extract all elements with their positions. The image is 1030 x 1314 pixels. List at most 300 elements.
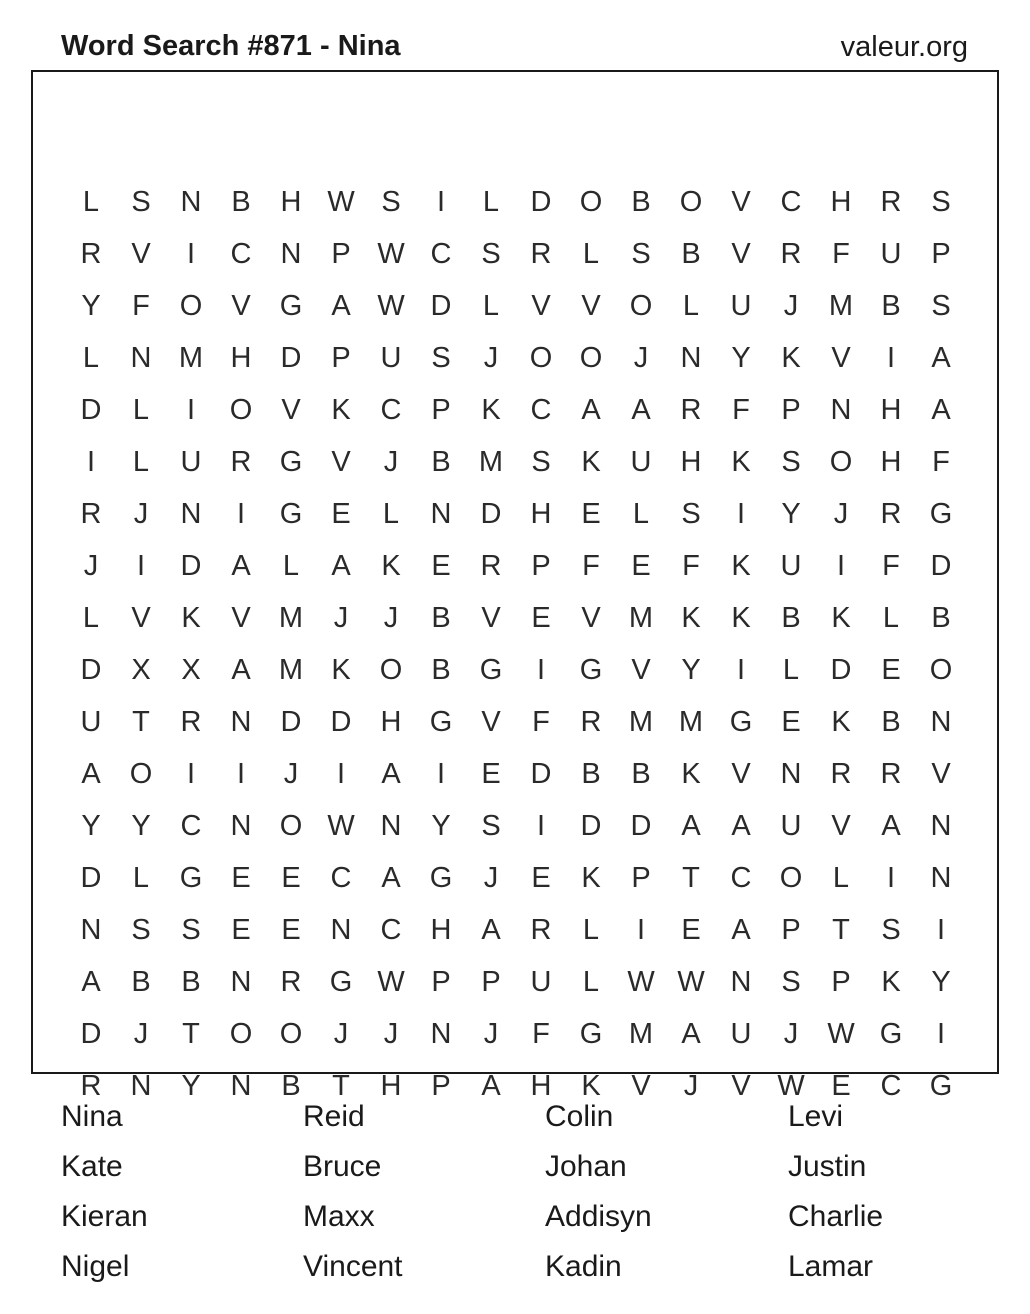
grid-letter: W [327,810,355,842]
grid-row [66,1008,966,1060]
word-list-item: Levi [788,1100,844,1133]
grid-letter: A [231,550,251,582]
grid-letter: L [382,498,400,530]
grid-letter: D [280,706,302,738]
grid-letter: N [230,966,252,998]
grid-letter: D [330,706,352,738]
word-list-item: Johan [545,1150,627,1183]
grid-letter: E [831,1070,851,1102]
grid-letter: W [377,238,405,270]
grid-letter: A [931,394,951,426]
site-name: valeur.org [840,31,968,63]
grid-row [66,852,966,904]
grid-letter: L [882,602,900,634]
grid-letter: D [80,862,102,894]
grid-letter: E [531,602,551,634]
grid-letter: H [380,706,402,738]
grid-letter: R [780,238,802,270]
grid-letter: S [881,914,901,946]
grid-letter: R [880,186,902,218]
grid-row [66,956,966,1008]
grid-letter: F [532,706,550,738]
grid-letter: W [377,290,405,322]
grid-letter: J [783,290,799,322]
grid-letter: B [781,602,801,634]
grid-letter: F [682,550,700,582]
grid-letter: J [833,498,849,530]
grid-letter: D [80,394,102,426]
grid-letter: V [481,602,501,634]
grid-letter: R [80,238,102,270]
grid-letter: V [531,290,551,322]
grid-letter: V [581,290,601,322]
grid-letter: C [530,394,552,426]
grid-letter: M [628,602,654,634]
grid-row [66,280,966,332]
grid-letter: N [430,1018,452,1050]
grid-letter: F [832,238,850,270]
grid-letter: B [631,758,651,790]
grid-letter: L [82,602,100,634]
grid-letter: R [530,238,552,270]
grid-letter: H [530,1070,552,1102]
grid-letter: L [582,238,600,270]
grid-letter: J [483,862,499,894]
grid-letter: V [331,446,351,478]
grid-letter: S [131,914,151,946]
grid-letter: B [431,446,451,478]
grid-row [66,384,966,436]
grid-letter: E [581,498,601,530]
puzzle-frame [31,70,999,1102]
grid-letter: Y [731,342,751,374]
grid-letter: H [680,446,702,478]
grid-letter: O [229,394,253,426]
grid-row [66,228,966,280]
grid-letter: J [333,1018,349,1050]
grid-letter: C [230,238,252,270]
grid-letter: P [431,1070,451,1102]
grid-letter: I [636,914,646,946]
grid-letter: K [681,758,701,790]
grid-letter: A [231,654,251,686]
grid-letter: P [431,394,451,426]
grid-letter: L [132,862,150,894]
grid-letter: Y [131,810,151,842]
grid-letter: T [182,1018,200,1050]
grid-letter: J [83,550,99,582]
grid-letter: V [281,394,301,426]
grid-letter: L [582,966,600,998]
grid-letter: N [830,394,852,426]
grid-letter: I [836,550,846,582]
grid-letter: V [731,1070,751,1102]
grid-letter: L [582,914,600,946]
grid-letter: E [331,498,351,530]
grid-letter: U [180,446,202,478]
grid-letter: N [280,238,302,270]
grid-letter: R [180,706,202,738]
grid-row [66,540,966,592]
grid-letter: B [281,1070,301,1102]
grid-letter: M [178,342,204,374]
grid-letter: B [431,654,451,686]
grid-letter: X [131,654,151,686]
grid-letter: P [331,342,351,374]
grid-letter: R [80,1070,102,1102]
grid-letter: J [383,446,399,478]
grid-letter: G [929,498,953,530]
grid-letter: L [132,446,150,478]
grid-letter: R [580,706,602,738]
grid-letter: E [231,914,251,946]
grid-letter: M [828,290,854,322]
grid-letter: B [231,186,251,218]
grid-letter: H [380,1070,402,1102]
grid-letter: L [282,550,300,582]
grid-letter: V [731,758,751,790]
grid-row [66,696,966,748]
grid-letter: H [880,446,902,478]
grid-letter: G [479,654,503,686]
grid-letter: R [280,966,302,998]
grid-letter: N [330,914,352,946]
grid-letter: A [681,1018,701,1050]
grid-letter: L [132,394,150,426]
grid-letter: R [880,758,902,790]
grid-letter: H [530,498,552,530]
grid-letter: W [627,966,655,998]
grid-letter: K [331,654,351,686]
grid-letter: B [881,706,901,738]
grid-letter: J [383,1018,399,1050]
grid-row [66,488,966,540]
grid-letter: D [530,186,552,218]
grid-letter: V [731,238,751,270]
grid-letter: W [677,966,705,998]
grid-letter: C [430,238,452,270]
grid-letter: E [681,914,701,946]
grid-letter: E [231,862,251,894]
grid-letter: W [777,1070,805,1102]
grid-letter: S [481,810,501,842]
grid-letter: N [430,498,452,530]
grid-letter: I [886,862,896,894]
grid-letter: O [379,654,403,686]
grid-letter: D [480,498,502,530]
grid-letter: Y [81,290,101,322]
grid-letter: P [781,914,801,946]
grid-letter: J [133,498,149,530]
grid-letter: V [731,186,751,218]
grid-letter: V [631,654,651,686]
grid-letter: L [82,342,100,374]
grid-letter: V [131,238,151,270]
grid-letter: G [579,654,603,686]
grid-letter: H [230,342,252,374]
grid-letter: U [880,238,902,270]
grid-letter: I [186,238,196,270]
grid-letter: P [781,394,801,426]
grid-letter: O [579,186,603,218]
grid-letter: K [731,602,751,634]
grid-letter: A [481,1070,501,1102]
grid-letter: G [879,1018,903,1050]
letter-grid [66,176,966,1112]
word-list-item: Charlie [788,1200,884,1233]
grid-letter: K [731,446,751,478]
grid-letter: K [581,862,601,894]
grid-letter: A [631,394,651,426]
grid-row [66,644,966,696]
grid-row [66,592,966,644]
grid-letter: L [782,654,800,686]
grid-letter: N [680,342,702,374]
grid-letter: K [731,550,751,582]
grid-letter: K [181,602,201,634]
grid-letter: M [278,602,304,634]
grid-letter: I [436,758,446,790]
grid-letter: U [780,550,802,582]
grid-letter: F [882,550,900,582]
grid-letter: I [186,758,196,790]
grid-letter: O [929,654,953,686]
grid-letter: J [283,758,299,790]
grid-letter: G [429,706,453,738]
grid-letter: P [481,966,501,998]
grid-letter: W [327,186,355,218]
grid-letter: V [931,758,951,790]
grid-letter: D [280,342,302,374]
grid-letter: I [536,810,546,842]
grid-letter: K [881,966,901,998]
grid-letter: C [380,394,402,426]
grid-letter: U [80,706,102,738]
grid-letter: S [481,238,501,270]
grid-letter: A [331,290,351,322]
grid-letter: I [436,186,446,218]
grid-letter: O [679,186,703,218]
grid-letter: B [431,602,451,634]
grid-letter: H [280,186,302,218]
grid-letter: L [632,498,650,530]
grid-letter: S [631,238,651,270]
grid-letter: U [780,810,802,842]
grid-letter: B [931,602,951,634]
grid-letter: V [131,602,151,634]
grid-letter: V [581,602,601,634]
grid-letter: C [380,914,402,946]
grid-letter: U [530,966,552,998]
grid-letter: A [481,914,501,946]
word-list-item: Addisyn [545,1200,652,1233]
grid-letter: B [181,966,201,998]
grid-letter: B [131,966,151,998]
grid-letter: F [732,394,750,426]
grid-letter: R [680,394,702,426]
grid-letter: S [131,186,151,218]
grid-letter: N [130,1070,152,1102]
grid-row [66,904,966,956]
grid-letter: U [630,446,652,478]
grid-letter: L [682,290,700,322]
grid-letter: A [581,394,601,426]
grid-row [66,800,966,852]
grid-letter: B [681,238,701,270]
grid-letter: I [236,758,246,790]
grid-letter: P [531,550,551,582]
grid-letter: G [279,290,303,322]
grid-letter: A [731,810,751,842]
grid-letter: G [329,966,353,998]
grid-letter: N [380,810,402,842]
grid-letter: P [831,966,851,998]
grid-letter: K [331,394,351,426]
grid-letter: R [830,758,852,790]
grid-row [66,436,966,488]
grid-letter: E [781,706,801,738]
grid-letter: Y [931,966,951,998]
grid-letter: N [930,810,952,842]
grid-letter: R [80,498,102,530]
grid-letter: M [478,446,504,478]
grid-letter: R [530,914,552,946]
grid-row [66,748,966,800]
grid-letter: A [331,550,351,582]
grid-letter: A [81,966,101,998]
grid-letter: J [333,602,349,634]
grid-letter: J [683,1070,699,1102]
grid-letter: A [881,810,901,842]
grid-row [66,332,966,384]
grid-letter: G [579,1018,603,1050]
word-list-item: Kadin [545,1250,622,1283]
grid-letter: L [482,186,500,218]
grid-letter: V [231,290,251,322]
word-list-item: Vincent [303,1250,403,1283]
grid-letter: E [281,914,301,946]
grid-letter: C [180,810,202,842]
grid-letter: D [80,654,102,686]
word-list-item: Maxx [303,1200,375,1233]
grid-letter: D [530,758,552,790]
word-list-item: Kieran [61,1200,148,1233]
grid-letter: U [730,1018,752,1050]
grid-letter: D [930,550,952,582]
grid-letter: K [381,550,401,582]
grid-letter: S [781,446,801,478]
grid-letter: S [931,290,951,322]
grid-letter: R [880,498,902,530]
grid-letter: A [381,862,401,894]
grid-letter: C [730,862,752,894]
grid-letter: I [736,654,746,686]
grid-letter: X [181,654,201,686]
grid-letter: V [831,342,851,374]
grid-letter: C [780,186,802,218]
word-list-item: Nigel [61,1250,130,1283]
grid-letter: M [678,706,704,738]
grid-letter: I [136,550,146,582]
grid-letter: Y [431,810,451,842]
grid-letter: O [829,446,853,478]
grid-letter: A [681,810,701,842]
grid-letter: E [481,758,501,790]
grid-letter: D [180,550,202,582]
grid-letter: I [886,342,896,374]
grid-letter: J [483,342,499,374]
grid-letter: M [628,1018,654,1050]
grid-letter: O [179,290,203,322]
grid-letter: S [681,498,701,530]
grid-letter: E [281,862,301,894]
grid-letter: F [132,290,150,322]
grid-letter: I [936,914,946,946]
grid-letter: I [336,758,346,790]
grid-letter: N [730,966,752,998]
grid-letter: R [230,446,252,478]
word-list-item: Bruce [303,1150,382,1183]
grid-letter: I [536,654,546,686]
grid-letter: N [930,706,952,738]
grid-letter: O [279,810,303,842]
grid-letter: T [682,862,700,894]
grid-letter: T [832,914,850,946]
grid-letter: M [628,706,654,738]
grid-letter: H [880,394,902,426]
grid-letter: G [279,446,303,478]
page-title: Word Search #871 - Nina [61,30,401,62]
grid-letter: F [932,446,950,478]
grid-letter: O [529,342,553,374]
grid-letter: N [230,810,252,842]
grid-letter: S [781,966,801,998]
grid-letter: B [881,290,901,322]
grid-letter: Y [781,498,801,530]
grid-letter: H [430,914,452,946]
grid-letter: Y [81,810,101,842]
grid-letter: V [831,810,851,842]
grid-letter: O [129,758,153,790]
grid-letter: G [929,1070,953,1102]
grid-letter: G [279,498,303,530]
grid-letter: S [431,342,451,374]
grid-letter: B [631,186,651,218]
grid-letter: J [783,1018,799,1050]
grid-letter: K [831,602,851,634]
grid-letter: J [133,1018,149,1050]
grid-letter: A [81,758,101,790]
grid-letter: A [931,342,951,374]
grid-letter: K [581,446,601,478]
grid-letter: M [278,654,304,686]
grid-letter: E [431,550,451,582]
grid-letter: K [681,602,701,634]
grid-letter: I [236,498,246,530]
grid-letter: O [279,1018,303,1050]
grid-letter: I [936,1018,946,1050]
grid-letter: I [736,498,746,530]
grid-letter: O [629,290,653,322]
grid-letter: T [332,1070,350,1102]
grid-letter: G [729,706,753,738]
grid-letter: B [581,758,601,790]
grid-letter: D [830,654,852,686]
grid-letter: A [381,758,401,790]
grid-letter: S [931,186,951,218]
grid-letter: D [430,290,452,322]
grid-letter: N [130,342,152,374]
